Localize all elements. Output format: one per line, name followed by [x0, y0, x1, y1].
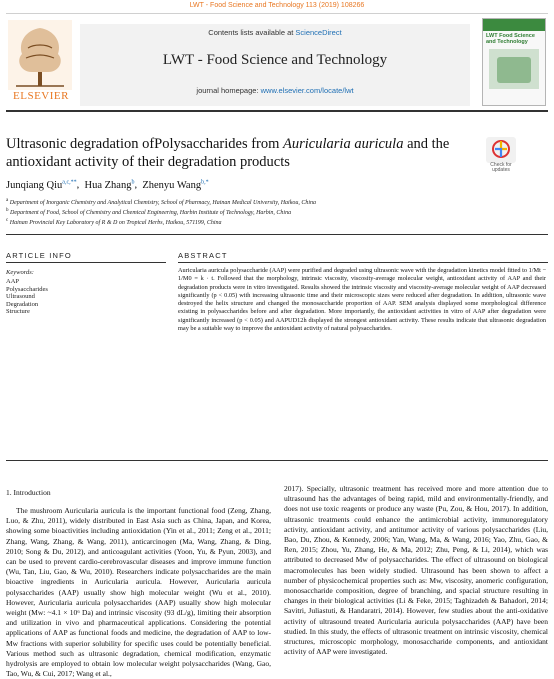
sciencedirect-link[interactable]: ScienceDirect — [295, 28, 342, 37]
publisher-name: ELSEVIER — [13, 90, 69, 102]
keywords-list — [6, 278, 48, 316]
journal-reference: LWT - Food Science and Technology 113 (2019) 108266 — [189, 2, 365, 9]
affiliation-c: $^c$ Hainan Provincial Key Laboratory of R & D on Tropical Herbs, Haikou, 571199, China — [6, 218, 222, 226]
cover-title: LWT Food Science and Technology — [486, 33, 535, 45]
cover-band — [483, 19, 545, 31]
intro-left-column: The mushroom Auricularia auricula is the important functional food (Zeng, Zhang, Luo, & Zhu, 2011), widely distributed in East Asia such as China, Japan, and Korea, showing some bioactivities including antioxidation (Yin et al., 2011; Zeng et al., 2011; Zhang, Wang, Zhang, & Wang, 2011), anticarcinogen (Ma, Wang, Zhang, & Ding, 2010; Song & Du, 2012), and anticoagulant activities (Yoon, Yu, & Pyun, 2003), and can be used to prevent cardio-cerebrovascular diseases and improve immune function (Wu, Tan, Liu, Gao, & Wu, 2010). Researchers indicate polysaccharides are the main bioactive ingredients in Auricularia auricula. However, Auricularia auricula polysaccharides (AAP) usually show high molecular weight (Wu et al., 2010). However, Auricularia auricula polysaccharides (AAP) usually show high molecular weight (Mw: ~4.1 × 10⁶ Da) and intrinsic viscosity (93 dL/g), limiting their absorption and utilization in vivo and pharmaceutical applications. Considering the potential applications of AAP as functional foods and medicine, the degradation of AAP to low-Mw fractions with superior solubility for specific uses could be potentially beneficial. Various method such as ultrasonic degradation, chemical modification, enzymatic hydrolysis are employed to obtain low molecular weight polysaccharides (Wang, Gao, Tao, Wu, & Cui, 2017; Wang et al., — [6, 506, 271, 679]
header-top-rule — [6, 13, 548, 14]
abstract-text: Auricularia auricula polysaccharide (AAP) were purified and degraded using ultrasonic wave with the degradation kinetics model fitted to 1/Mt − 1/M0 = k · t. Followed that the morphology, intrinsic viscosity, viscosity-average molecular weight, antioxidant activity of AAP and their degradation products were in vitro investigated. Results showed the intrinsic viscosity and viscosity-average molecular weight of AAP decreased significantly (p < 0.05) with increasing ultrasonic time and their microscopic sizes were reduced after degradation. In addition, ultrasonic wave destroyed the helix structure and changed the monosaccharide proportion of AAP. SEM analysis displayed some morphological difference existing in polysaccharides before and after degradation. More importantly, the antioxidant activities in vitro of AAP after degradation were significantly increased (p < 0.05) and AAPUD12h displayed the strongest antioxidant activity. These results indicate that ultrasonic degradation may be a suitable way to improve the antioxidant activity of natural polysaccharides. — [178, 267, 546, 333]
affiliation-a: $^a$ Department of Inorganic Chemistry and Analytical Chemistry, School of Pharmacy, Hainan Medical University, Haikou, China — [6, 198, 317, 206]
abstract-bottom-rule — [6, 460, 548, 461]
crossmark-icon — [484, 137, 518, 163]
elsevier-tree-logo-icon — [8, 20, 72, 90]
section-heading-introduction: 1. Introduction — [6, 488, 51, 497]
keyword: AAP — [6, 278, 20, 285]
keyword: Ultrasound — [6, 293, 35, 300]
journal-cover-image — [482, 18, 546, 106]
journal-homepage-line — [80, 86, 470, 95]
intro-right-column: 2017). Specially, ultrasonic treatment has received more and more attention due to ultrasound has the advantages of being rapid, mild and environmentally-friendly, and does not use toxic reagents or produce any waste (Pu, Zou, & Hou, 2017). In addition, ultrasonic treatments could enhance the antimicrobial activity, immunoregulatory activity, antioxidant activity, and antitumor activity of various polysaccharides (Liu, Bao, Du, Zhou, & Kennedy, 2006; Yan, Wang, Ma, & Wang, 2016; Yao, Zhu, Gao, & Ren, 2015; Zhou, Yu, Zhang, He, & Ma, 2012; Zhu, Peng, & Li, 2014), which was attributed to decreased Mw of polysaccharides. The effect of ultrasound on biological macromolecules has been widely studied. Ultrasound has been shown to affect a number of physicochemical properties such as: Mw, viscosity, anomeric configuration, monosaccharide composition, degree of branching, and spacial structure resulting in changes in their biological activities (Li & Feke, 2015; Taghizadeh & Bahadori, 2014; Savitri, Juliastuti, & Handaratri, 2014). However, few studies about the anti-oxidative activity of ultrasound treated Auricularia auricula polysaccharides (AAP) have been studied. In this study, the effects of ultrasonic treatment on intrinsic viscosity, chemical structures, microscopic morphology, monosaccharide components, and antioxidant activity of AAP were investigated. — [284, 484, 548, 657]
article-title — [6, 135, 476, 171]
header-bottom-rule — [6, 110, 548, 112]
homepage-link[interactable]: www.elsevier.com/locate/lwt — [260, 86, 354, 95]
cover-artwork-detail — [497, 57, 531, 83]
title-part-1: Ultrasonic degradation ofPolysaccharides from — [6, 136, 284, 152]
abstract-rule — [178, 262, 548, 263]
contents-prefix: Contents lists available at — [208, 28, 296, 37]
title-part-2: and the antioxidant activity of their degradation products — [6, 136, 450, 170]
keywords-title: Keywords: — [6, 269, 34, 276]
keyword: Structure — [6, 308, 30, 315]
keyword: Degradation — [6, 300, 39, 308]
contents-line — [80, 28, 470, 37]
homepage-prefix: journal homepage: — [196, 86, 261, 95]
author-2[interactable]: Hua Zhang$^b$ — [84, 179, 135, 191]
author-3[interactable]: Zhenyu Wang$^{b,*}$ — [142, 179, 209, 191]
abstract-heading: ABSTRACT — [178, 251, 228, 260]
journal-title: LWT - Food Science and Technology — [162, 52, 388, 68]
affiliation-rule — [6, 234, 548, 235]
article-info-rule — [6, 262, 166, 263]
affiliations — [6, 197, 526, 227]
article-info-heading: ARTICLE INFO — [6, 251, 72, 260]
keyword: Polysaccharides — [6, 285, 48, 293]
author-list: Junqiang Qiu$^{a,c,**}$, Hua Zhang$^b$, Zhenyu Wang$^{b,*}$ — [6, 179, 209, 191]
affiliation-b: $^b$ Department of Food, School of Chemistry and Chemical Engineering, Harbin Institute of Technology, Harbin, China — [6, 208, 292, 216]
crossmark-label: Check for updates — [490, 162, 512, 173]
title-species: Auricularia auricula — [283, 136, 404, 152]
crossmark-badge[interactable] — [484, 137, 518, 177]
author-1[interactable]: Junqiang Qiu$^{a,c,**}$ — [6, 179, 77, 191]
